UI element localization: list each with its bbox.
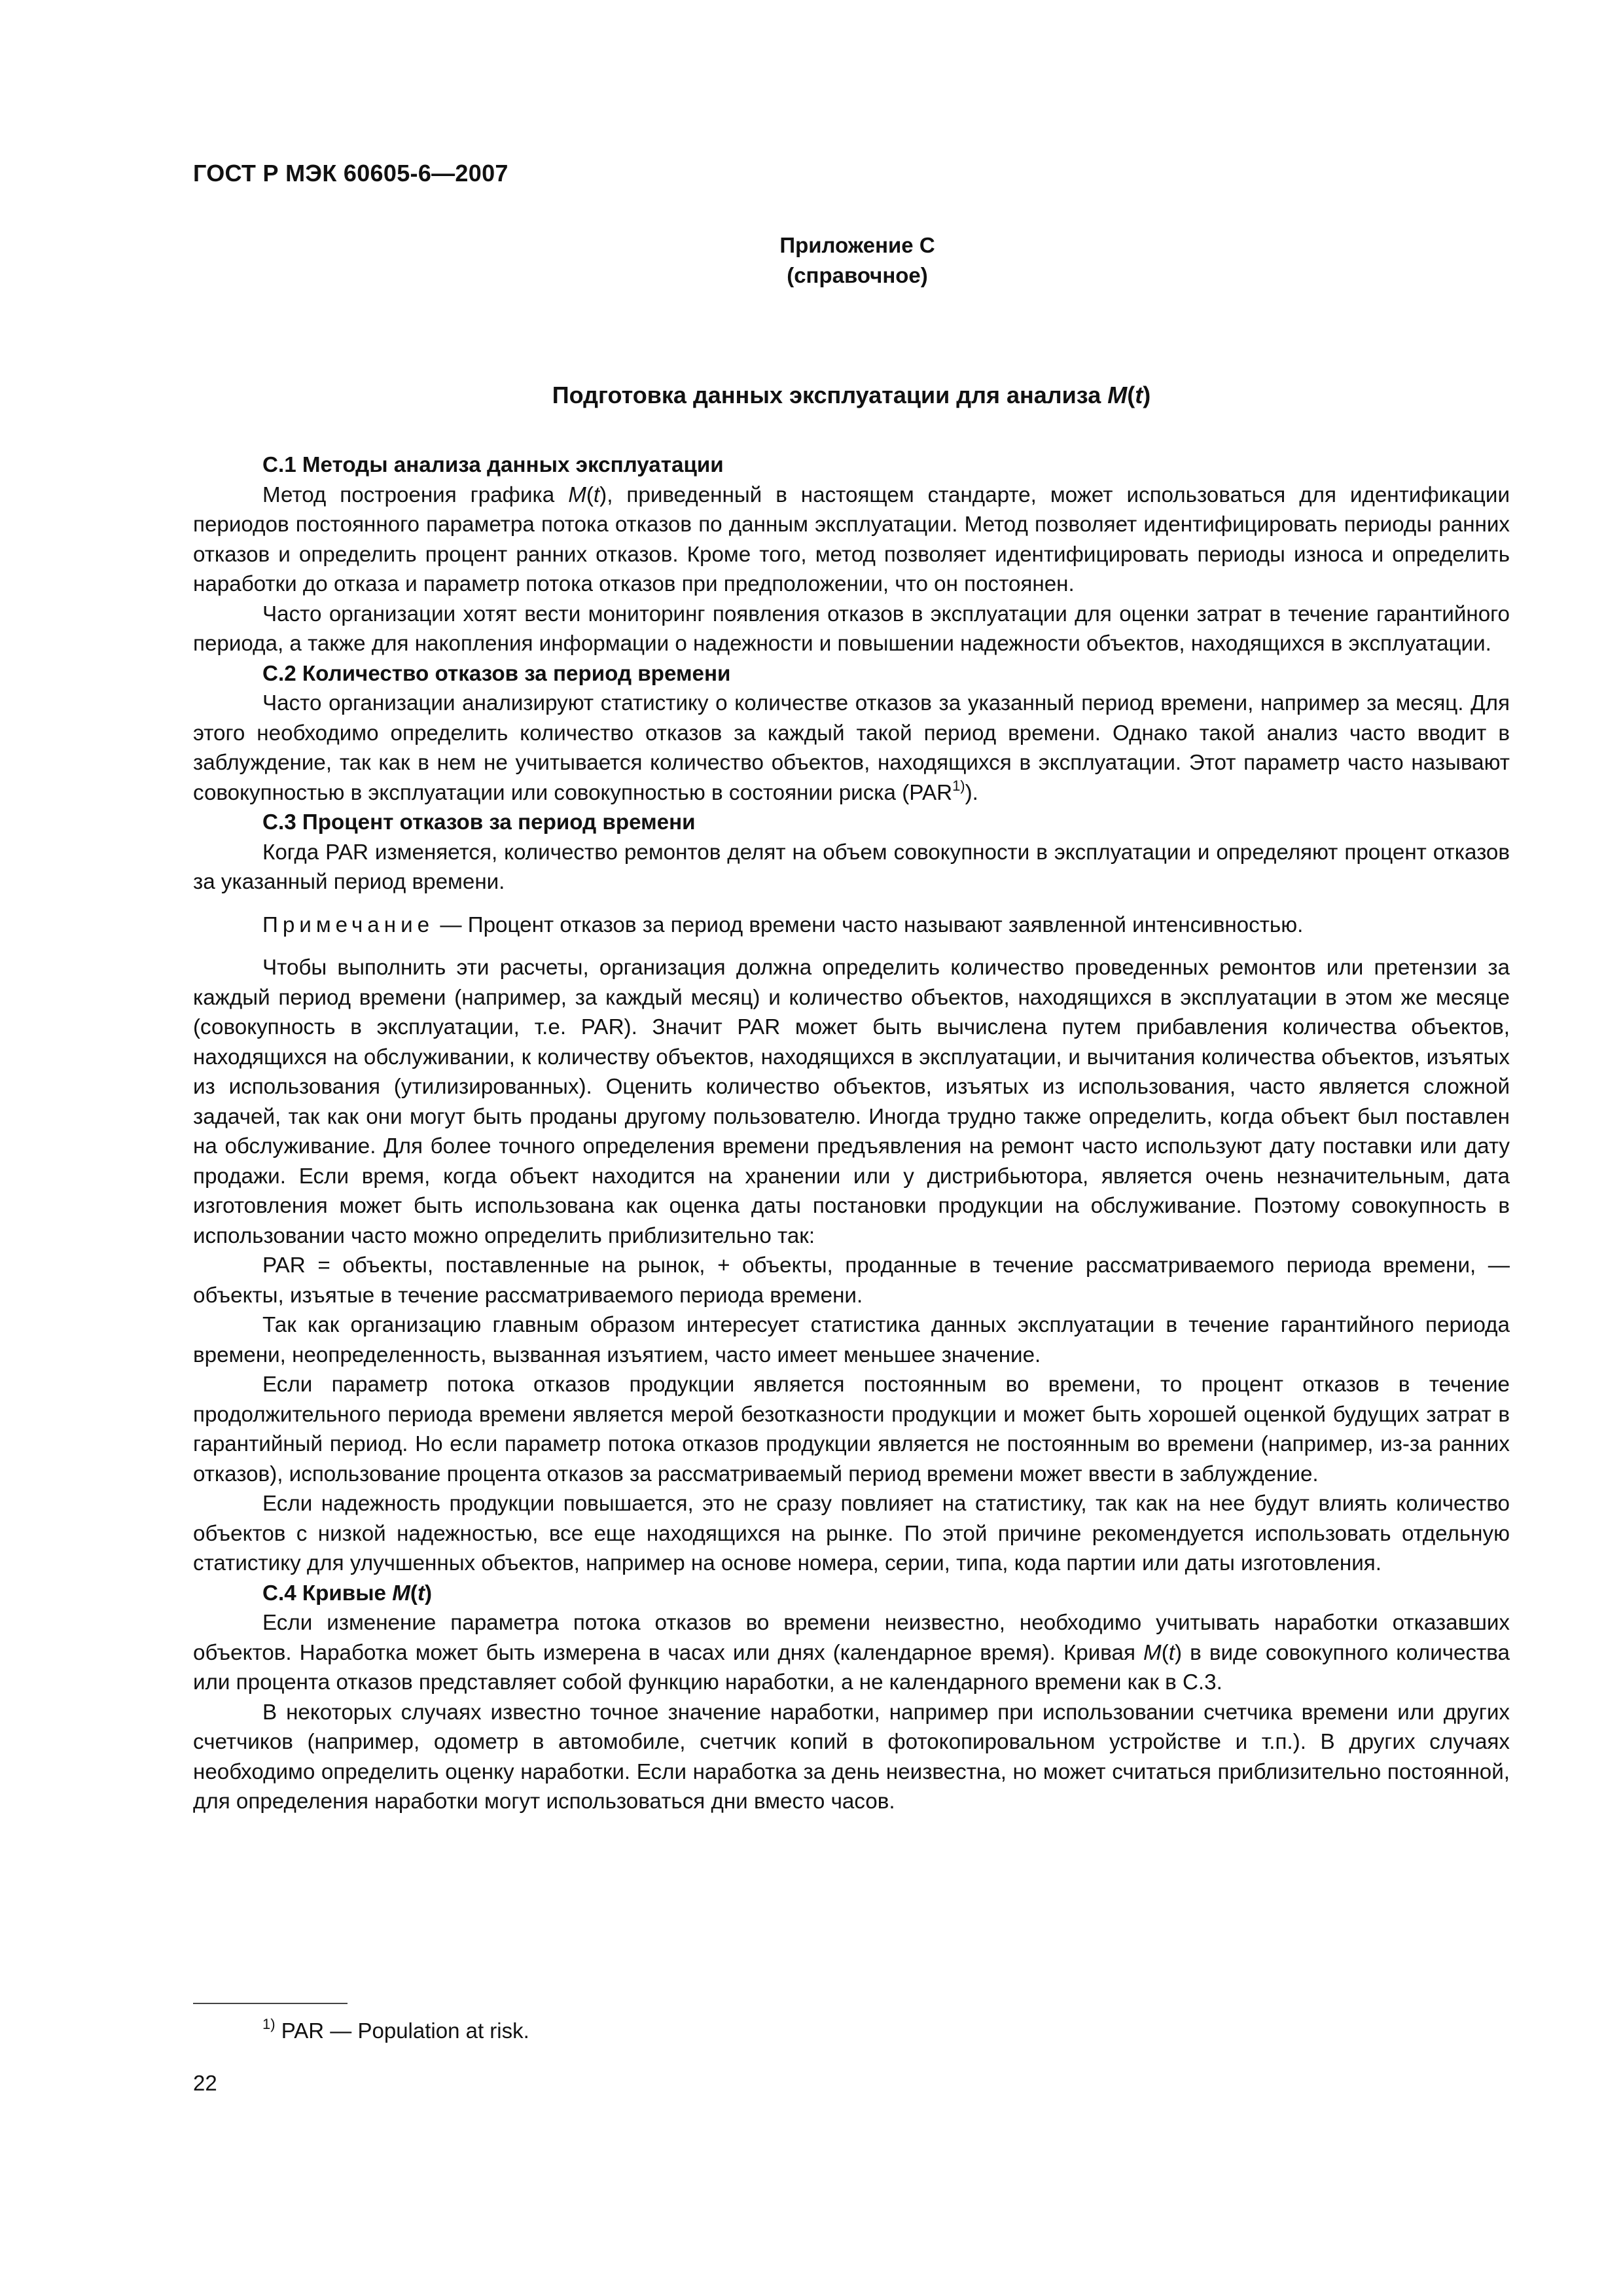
section-title-text: Подготовка данных эксплуатации для анализа [552, 382, 1108, 408]
heading-c4 [193, 1579, 1510, 1609]
c1-p1-text-a: Метод построения графика [262, 482, 569, 507]
section-title-symbol-t: t [1135, 382, 1143, 408]
c4-p1-symbol-m: M [1143, 1640, 1162, 1665]
appendix-block [193, 230, 1510, 291]
paragraph-c1-1 [193, 480, 1510, 600]
footnote-divider [193, 2003, 348, 2004]
c4-p1-symbol-t: t [1168, 1640, 1175, 1665]
c1-p1-paren-open: ( [586, 482, 594, 507]
c4-p1-text-a: Если изменение параметра потока отказов во времени неизвестно, необходимо учитывать наработки отказавших объектов. Наработка может быть измерена в часах или днях (календарное время). Кривая [193, 1611, 1510, 1665]
paragraph-c3-4: Так как организацию главным образом интересует статистика данных эксплуатации в течение гарантийного периода времени, неопределенность, вызванная изъятием, часто имеет меньшее значение. [193, 1313, 1510, 1367]
c4-p1-paren-open: ( [1161, 1640, 1169, 1665]
note-text: — Процент отказов за период времени часто называют заявленной интенсивностью. [434, 912, 1304, 937]
main-content [193, 450, 1510, 1817]
footnote-text: PAR — Population at risk. [275, 2018, 529, 2043]
paragraph-c4-2: В некоторых случаях известно точное значение наработки, например при использовании счетчика времени или других счетчиков (например, одометр в автомобиле, счетчик копий в фотокопировальном устройстве и т.п.). В других случаях необходимо определить оценку наработки. Если наработка за день неизвестна, но может считаться приблизительно постоянной, для определения наработки могут использоваться дни вместо часов. [193, 1700, 1510, 1814]
paragraph-c2-1 [193, 689, 1510, 808]
c4-heading-text: С.4 Кривые [262, 1581, 393, 1605]
c2-p1-text-a: Часто организации анализируют статистику о количестве отказов за указанный период времени, например за месяц. Для этого необходимо определить количество отказов за каждый такой период времени. Однако такой анализ часто вводит в заблуждение, так как в нем не учитывается количество объектов, находящихся в эксплуатации. Этот параметр часто называют совокупностью в эксплуатации или совокупностью в состоянии риска (PAR [193, 691, 1510, 805]
standard-header: ГОСТ Р МЭК 60605-6—2007 [193, 160, 508, 187]
paragraph-c4-1 [193, 1608, 1510, 1698]
section-title-symbol-m: M [1107, 382, 1128, 408]
c4-heading-paren-open: ( [410, 1581, 418, 1605]
section-title [193, 382, 1510, 409]
paragraph-c1-2: Часто организации хотят вести мониторинг появления отказов в эксплуатации для оценки затрат в течение гарантийного периода, а также для накопления информации о надежности и повышении надежности объектов, находящихся в эксплуатации. [193, 601, 1510, 656]
paragraph-c3-6: Если надежность продукции повышается, это не сразу повлияет на статистику, так как на нее будут влиять количество объектов с низкой надежностью, все еще находящихся на рынке. По этой причине рекомендуется использовать отдельную статистику для улучшенных объектов, например на основе номера, серии, типа, кода партии или даты изготовления. [193, 1492, 1510, 1575]
c4-heading-paren-close: ) [425, 1581, 433, 1605]
footnote [262, 2016, 529, 2045]
c1-p1-text-b: ), приведенный в настоящем стандарте, может использоваться для идентификации периодов постоянного параметра потока отказов по данным эксплуатации. Метод позволяет идентифицировать периоды ранних отказов и определить процент ранних отказов. Кроме того, метод позволяет идентифицировать периоды износа и определить наработки до отказа и параметр потока отказов при предположении, что он постоянен. [193, 482, 1510, 596]
footnote-marker: 1) [262, 2016, 276, 2032]
note [193, 910, 1510, 941]
page-number: 22 [193, 2071, 217, 2095]
heading-c1: С.1 Методы анализа данных эксплуатации [262, 453, 724, 477]
heading-c3: С.3 Процент отказов за период времени [262, 810, 696, 834]
paragraph-c3-2: Чтобы выполнить эти расчеты, организация должна определить количество проведенных ремонтов или претензии за каждый период времени (например, за каждый месяц) и количество объектов, находящихся в эксплуатации в этом же месяце (совокупность в эксплуатации, т.е. PAR). Значит PAR может быть вычислена путем прибавления количества объектов, находящихся на обслуживании, к количеству объектов, находящихся в эксплуатации, и вычитания количества объектов, изъятых из использования (утилизированных). Оценить количество объектов, изъятых из использования, часто является сложной задачей, так как они могут быть проданы другому пользователю. Иногда трудно также определить, когда объект был поставлен на обслуживание. Для более точного определения времени предъявления на ремонт часто используют дату поставки или дату продажи. Если время, когда объект находится на хранении или у дистрибьютора, является очень незначительным, дата изготовления может быть использована как оценка даты постановки продукции на обслуживание. Поэтому совокупность в использовании часто можно определить приблизительно так: [193, 956, 1510, 1248]
c4-p1-text-b: ) в виде совокупного количества или процента отказов представляет собой функцию наработки, а не календарного времени как в С.3. [193, 1640, 1510, 1695]
section-title-paren-open: ( [1127, 382, 1135, 408]
footnote-ref: 1) [952, 777, 965, 794]
c4-heading-symbol-t: t [417, 1581, 425, 1605]
paragraph-c3-1: Когда PAR изменяется, количество ремонтов делят на объем совокупности в эксплуатации и определяют процент отказов за указанный период времени. [193, 840, 1510, 894]
appendix-type: (справочное) [787, 263, 928, 287]
c1-p1-symbol-m: M [568, 482, 586, 507]
c2-p1-text-b: ). [965, 780, 978, 805]
note-label: Примечание [262, 912, 435, 937]
appendix-title: Приложение С [779, 233, 935, 257]
c4-heading-symbol-m: M [392, 1581, 410, 1605]
heading-c2: С.2 Количество отказов за период времени [262, 661, 731, 686]
section-title-paren-close: ) [1143, 382, 1151, 408]
c1-p1-symbol-t: t [593, 482, 600, 507]
paragraph-c3-3: PAR = объекты, поставленные на рынок, + объекты, проданные в течение рассматриваемого периода времени, — объекты, изъятые в течение рассматриваемого периода времени. [193, 1253, 1510, 1308]
paragraph-c3-5: Если параметр потока отказов продукции является постоянным во времени, то процент отказов в течение продолжительного периода времени является мерой безотказности продукции и может быть хорошей оценкой будущих затрат в гарантийный период. Но если параметр потока отказов продукции является не постоянным во времени (например, из-за ранних отказов), использование процента отказов за рассматриваемый период времени может ввести в заблуждение. [193, 1372, 1510, 1486]
